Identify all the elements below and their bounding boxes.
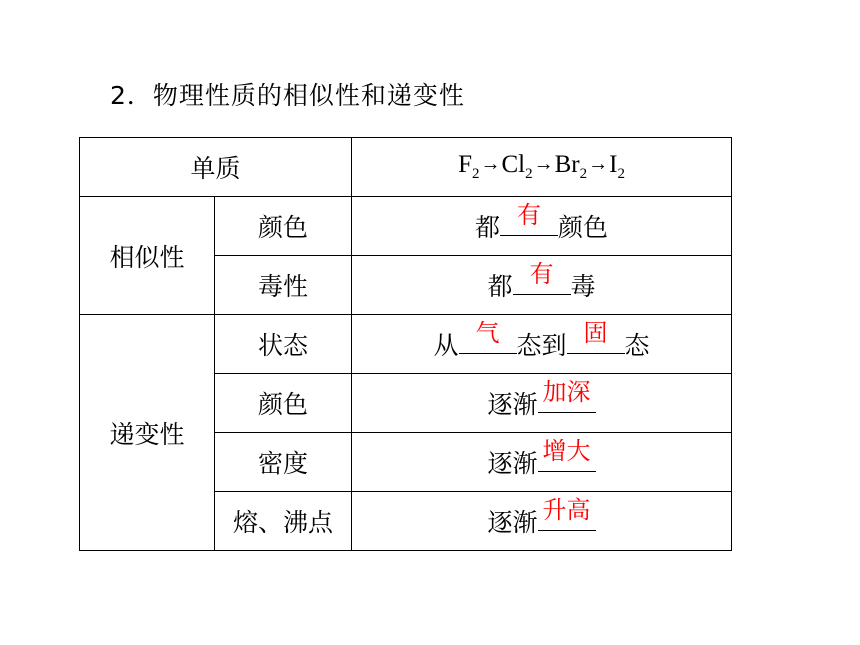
header-substance: 单质 [80,138,352,197]
answer-text: 固 [583,319,608,347]
answer-text: 气 [475,319,500,347]
answer-text: 加深 [542,378,591,406]
formula-f: F [458,151,472,178]
arrow-icon: → [588,153,609,175]
text: 逐渐 [487,508,538,537]
row-value-color [352,374,732,433]
row-label-state: 状态 [215,315,352,374]
text: 都 [487,272,513,301]
arrow-icon: → [533,153,554,175]
formula-f-sub: 2 [471,166,480,182]
formula-cl: Cl [501,151,526,178]
answer-text: 有 [517,201,542,229]
arrow-icon: → [480,153,501,175]
row-label-color: 颜色 [215,374,352,433]
text: 态 [624,331,650,360]
group-similar: 相似性 [80,197,215,315]
row-value-state [352,315,732,374]
halogen-properties-table [79,137,732,551]
answer-blank [567,319,625,354]
row-value-density [352,433,732,492]
row-label-density: 密度 [215,433,352,492]
answer-blank [500,201,558,236]
answer-blank [538,378,596,413]
text: 从 [433,331,459,360]
row-label-color: 颜色 [215,197,352,256]
row-value-toxicity [352,256,732,315]
answer-blank [513,260,571,295]
table-row [80,197,732,256]
answer-text: 有 [529,260,554,288]
formula-i: I [609,151,618,178]
answer-blank [538,437,596,472]
answer-text: 增大 [542,437,591,465]
formula-br: Br [554,151,580,178]
table-header-row [80,138,732,197]
answer-blank [459,319,517,354]
header-formula [352,138,732,197]
table-row [80,315,732,374]
group-gradient: 递变性 [80,315,215,551]
answer-text: 升高 [542,496,591,524]
row-value-melting [352,492,732,551]
text: 逐渐 [487,390,538,419]
answer-blank [538,496,596,531]
formula-i-sub: 2 [617,166,625,182]
page-title: 2．物理性质的相似性和递变性 [110,81,465,110]
row-value-color [352,197,732,256]
text: 态到 [516,331,567,360]
text: 毒 [570,272,596,301]
formula-br-sub: 2 [579,166,588,182]
formula-cl-sub: 2 [525,166,533,182]
row-label-toxicity: 毒性 [215,256,352,315]
row-label-melting: 熔、沸点 [215,492,352,551]
text: 都 [475,213,501,242]
text: 颜色 [558,213,609,242]
text: 逐渐 [487,449,538,478]
